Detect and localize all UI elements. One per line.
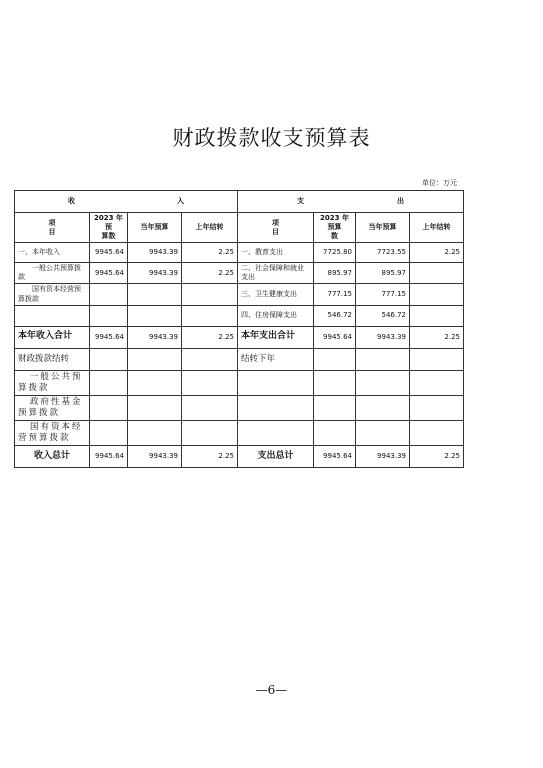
header-2023-left: 2023 年预 算数 (90, 213, 128, 243)
cell: 2.25 (410, 326, 464, 348)
cell (238, 370, 314, 395)
income-char-1: 收 (68, 196, 75, 205)
cell: 9945.64 (314, 326, 356, 348)
cell (356, 395, 410, 420)
row-label-left (15, 305, 90, 326)
carry-label-right: 结转下年 (238, 348, 314, 370)
cell (90, 305, 128, 326)
unit-label: 单位：万元 (422, 179, 457, 187)
cell: 2.25 (182, 263, 238, 284)
cell (410, 370, 464, 395)
row-label-right: 三、卫生健康支出 (238, 284, 314, 305)
cell (410, 395, 464, 420)
cell: 2.25 (182, 326, 238, 348)
header-last-right: 上年结转 (410, 213, 464, 243)
cell: 9943.39 (356, 445, 410, 467)
cell (128, 305, 182, 326)
cell (238, 420, 314, 445)
cell: 2.25 (182, 445, 238, 467)
cell (90, 395, 128, 420)
cell: 9945.64 (90, 326, 128, 348)
cell (128, 395, 182, 420)
cell (410, 420, 464, 445)
cell (356, 348, 410, 370)
row-label-left: 国有资本经营预算拨款 (15, 284, 90, 305)
cell: 895.97 (314, 263, 356, 284)
row-label-left: 一、本年收入 (15, 243, 90, 263)
income-grand-total-label: 收入总计 (15, 445, 90, 467)
page-title: 财政拨款收支预算表 (172, 126, 371, 150)
cell: 9945.64 (90, 263, 128, 284)
expense-char-1: 支 (297, 196, 304, 205)
cell (314, 348, 356, 370)
cell: 895.97 (356, 263, 410, 284)
cell (410, 263, 464, 284)
column-header-row (15, 213, 464, 243)
row-label-right: 四、住房保障支出 (238, 305, 314, 326)
carry-subrow (15, 370, 464, 395)
carry-subrow (15, 395, 464, 420)
cell: 9943.39 (356, 326, 410, 348)
carry-label-left: 财政拨款结转 (15, 348, 90, 370)
cell (90, 370, 128, 395)
cell: 7725.80 (314, 243, 356, 263)
cell (410, 348, 464, 370)
cell (128, 284, 182, 305)
cell (182, 395, 238, 420)
cell (356, 370, 410, 395)
header-2023-right: 2023 年预算 数 (314, 213, 356, 243)
cell: 546.72 (356, 305, 410, 326)
cell (128, 370, 182, 395)
cell (238, 395, 314, 420)
cell (182, 305, 238, 326)
expense-grand-total-label: 支出总计 (238, 445, 314, 467)
cell: 2.25 (410, 445, 464, 467)
header-current-left: 当年预算 (128, 213, 182, 243)
row-label-right: 一、教育支出 (238, 243, 314, 263)
cell: 9943.39 (128, 263, 182, 284)
cell (128, 420, 182, 445)
cell: 777.15 (314, 284, 356, 305)
expense-section-header (238, 191, 464, 213)
year-expense-total-label: 本年支出合计 (238, 326, 314, 348)
carry-subrow-label: 一般公共预算拨款 (15, 370, 90, 395)
cell (182, 420, 238, 445)
cell (356, 420, 410, 445)
cell: 777.15 (356, 284, 410, 305)
cell: 546.72 (314, 305, 356, 326)
carry-subrow-label: 国有资本经营预算拨款 (15, 420, 90, 445)
header-item-left: 项 目 (15, 213, 90, 243)
cell (314, 370, 356, 395)
carry-subrow-label: 政府性基金预算拨款 (15, 395, 90, 420)
year-income-total-label: 本年收入合计 (15, 326, 90, 348)
page-number: —6— (255, 683, 288, 697)
year-total-row (15, 326, 464, 348)
table-row (15, 243, 464, 263)
cell (182, 370, 238, 395)
income-char-2: 入 (177, 196, 184, 205)
table-row (15, 263, 464, 284)
cell (182, 348, 238, 370)
cell: 9945.64 (90, 445, 128, 467)
cell (314, 420, 356, 445)
income-section-header (15, 191, 238, 213)
header-last-left: 上年结转 (182, 213, 238, 243)
cell: 9945.64 (90, 243, 128, 263)
expense-char-2: 出 (397, 196, 404, 205)
carry-subrow (15, 420, 464, 445)
cell: 2.25 (410, 243, 464, 263)
table-row (15, 284, 464, 305)
cell (410, 305, 464, 326)
section-header-row (15, 191, 464, 213)
carry-row (15, 348, 464, 370)
row-label-right: 二、社会保障和就业支出 (238, 263, 314, 284)
grand-total-row (15, 445, 464, 467)
cell: 7723.55 (356, 243, 410, 263)
header-current-right: 当年预算 (356, 213, 410, 243)
cell (90, 284, 128, 305)
cell: 2.25 (182, 243, 238, 263)
cell (410, 284, 464, 305)
header-item-right: 项 目 (238, 213, 314, 243)
table-row (15, 305, 464, 326)
cell: 9945.64 (314, 445, 356, 467)
cell (182, 284, 238, 305)
cell (314, 395, 356, 420)
cell (90, 420, 128, 445)
row-label-left: 一般公共预算拨款 (15, 263, 90, 284)
cell (90, 348, 128, 370)
cell (128, 348, 182, 370)
cell: 9943.39 (128, 326, 182, 348)
cell: 9943.39 (128, 243, 182, 263)
cell: 9943.39 (128, 445, 182, 467)
budget-table (14, 190, 464, 468)
